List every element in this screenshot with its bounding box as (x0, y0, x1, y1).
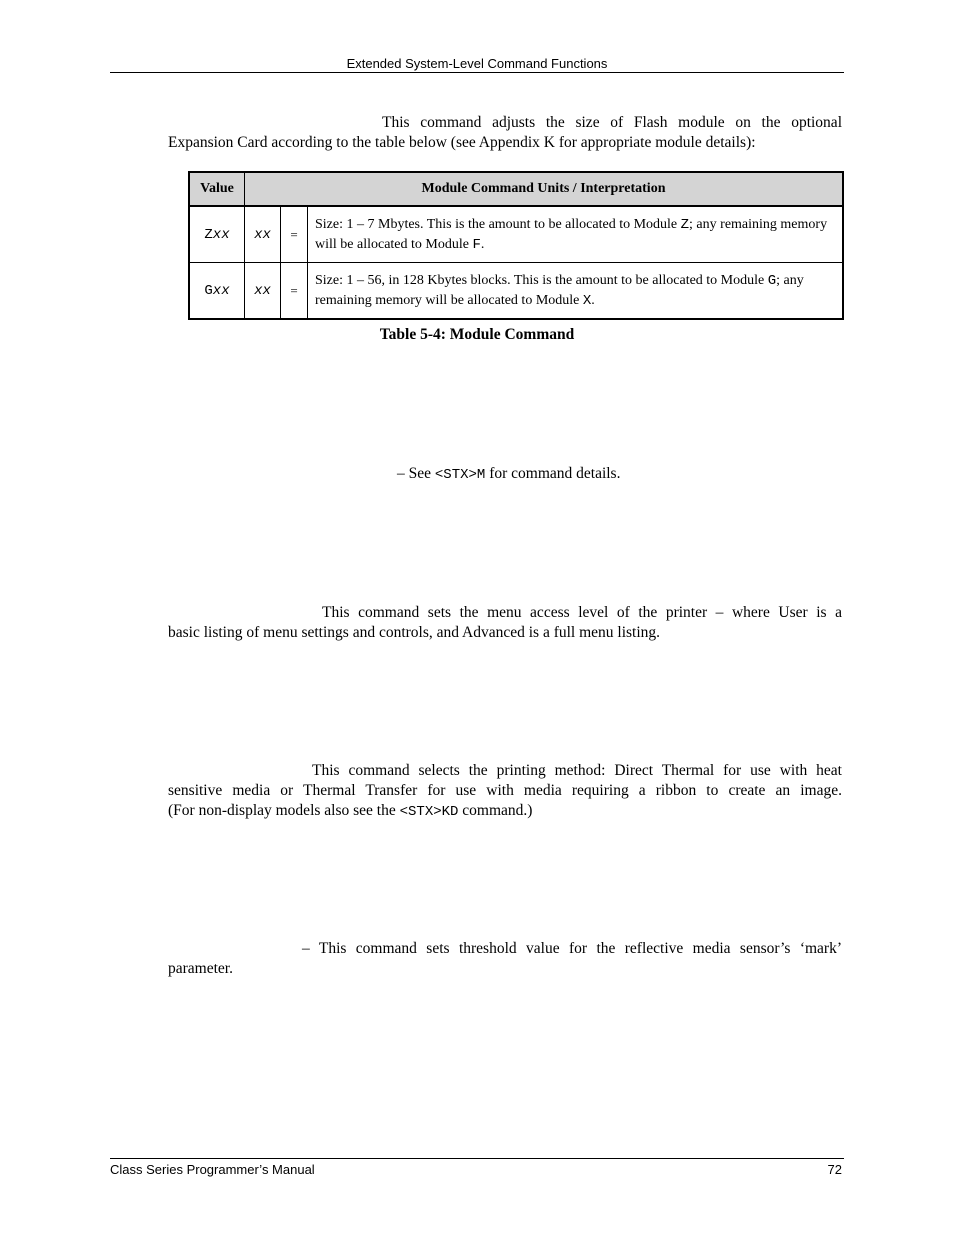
value-cell: Gxx (189, 263, 245, 320)
value-column-header: Value (189, 172, 245, 206)
page-number: 72 (827, 1162, 842, 1177)
sensor-line-2: parameter. (168, 960, 233, 977)
table-row (189, 263, 843, 320)
see-command-line: – See <STX>M for command details. (397, 465, 621, 483)
running-header: Extended System-Level Command Functions (346, 56, 608, 71)
module-command-table (188, 171, 844, 320)
equals-cell: = (281, 263, 308, 320)
menu-line-2: basic listing of menu settings and controls, and Advanced is a full menu listing. (168, 624, 661, 641)
interpretation-column-header: Module Command Units / Interpretation (245, 172, 844, 206)
print-method-paragraph (168, 761, 842, 822)
table-header-row (189, 172, 843, 206)
footer-rule (110, 1158, 844, 1159)
sensor-threshold-paragraph (168, 939, 842, 979)
table-row (189, 206, 843, 263)
description-cell: Size: 1 – 56, in 128 Kbytes blocks. This is the amount to be allocated to Module G; any remaining memory will be allocated to Module X. (308, 263, 844, 320)
sensor-line-1: – This command sets threshold value for the reflective media sensor’s ‘mark’ (302, 940, 842, 957)
equals-cell: = (281, 206, 308, 263)
table-caption: Table 5-4: Module Command (379, 326, 575, 343)
module-intro-paragraph (168, 113, 842, 153)
menu-access-paragraph (168, 603, 842, 643)
intro-line-2: Expansion Card according to the table below (see Appendix K for appropriate module details): (168, 134, 756, 151)
intro-line-1: This command adjusts the size of Flash module on the optional (382, 114, 842, 131)
header-rule (110, 72, 844, 73)
description-cell: Size: 1 – 7 Mbytes. This is the amount to be allocated to Module Z; any remaining memory will be allocated to Module F. (308, 206, 844, 263)
footer-manual-title: Class Series Programmer’s Manual (110, 1162, 315, 1177)
print-line-1: This command selects the printing method: Direct Thermal for use with heat (312, 762, 842, 779)
menu-line-1: This command sets the menu access level of the printer – where User is a (322, 604, 842, 621)
print-line-2: sensitive media or Thermal Transfer for use with media requiring a ribbon to create an image. (168, 782, 842, 799)
value-cell: Zxx (189, 206, 245, 263)
print-line-3: (For non-display models also see the <STX>KD command.) (168, 802, 533, 820)
variable-cell: xx (245, 263, 281, 320)
variable-cell: xx (245, 206, 281, 263)
